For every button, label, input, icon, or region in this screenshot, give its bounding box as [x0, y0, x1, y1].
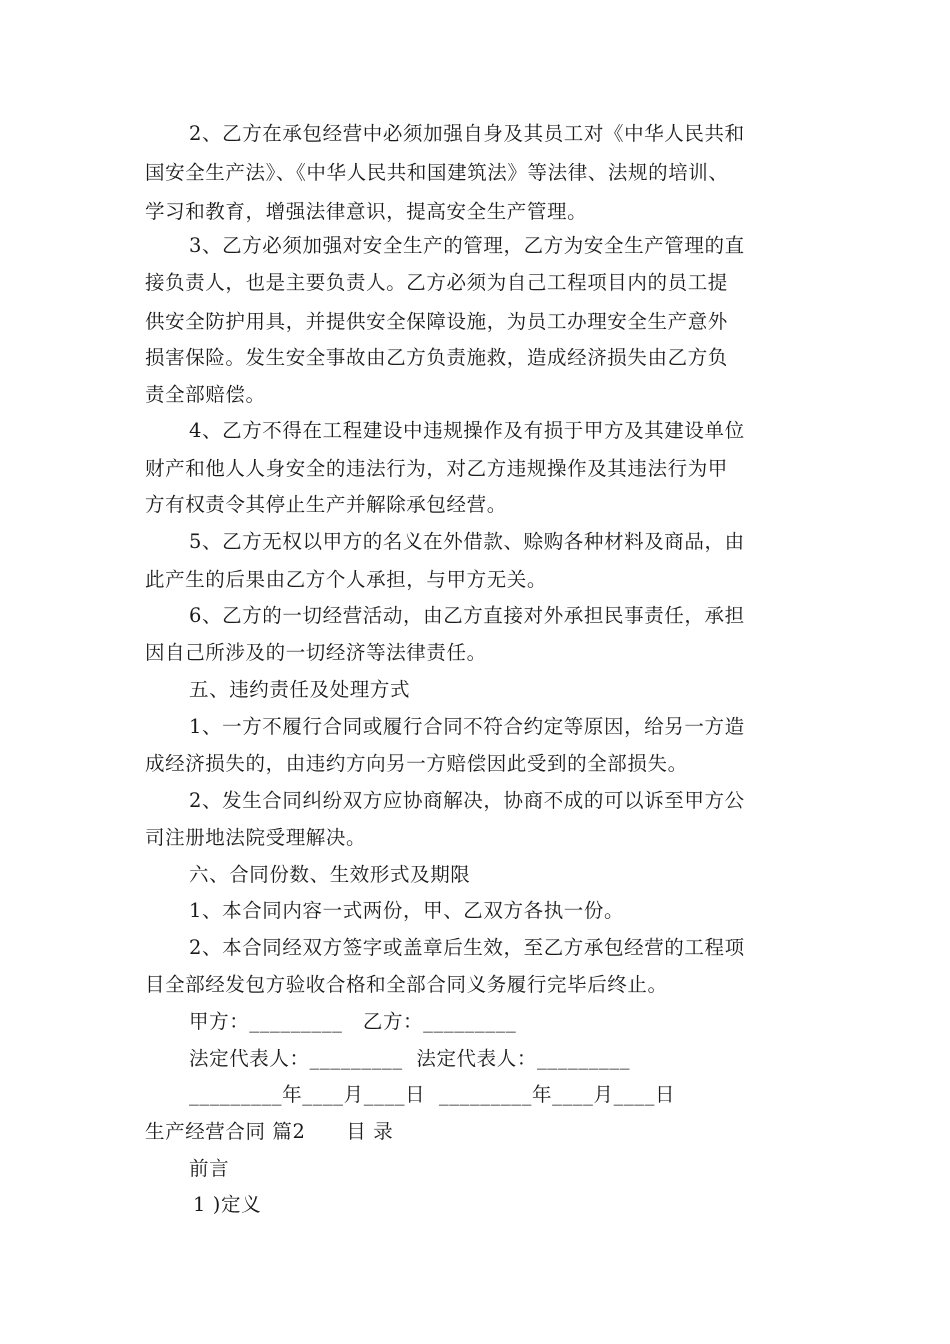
paragraph-line: 4、乙方不得在工程建设中违规操作及有损于甲方及其建设单位	[189, 419, 745, 442]
paragraph-line: 目全部经发包方验收合格和全部合同义务履行完毕后终止。	[145, 973, 668, 996]
paragraph-line: 责全部赔偿。	[145, 383, 266, 406]
paragraph-line: 因自己所涉及的一切经济等法律责任。	[145, 641, 487, 664]
paragraph-line: 方有权责令其停止生产并解除承包经营。	[145, 493, 507, 516]
paragraph-line: 2、本合同经双方签字或盖章后生效，至乙方承包经营的工程项	[189, 936, 745, 959]
section-title: 生产经营合同 篇2 目 录	[145, 1120, 394, 1143]
paragraph-line: 5、乙方无权以甲方的名义在外借款、赊购各种材料及商品，由	[189, 530, 745, 553]
signature-date-line: _________年____月____日 _________年____月____日	[189, 1083, 676, 1106]
paragraph-line: 1、一方不履行合同或履行合同不符合约定等原因，给另一方造	[189, 715, 745, 738]
paragraph-line: 损害保险。发生安全事故由乙方负责施救，造成经济损失由乙方负	[145, 346, 728, 369]
paragraph-line: 学习和教育，增强法律意识，提高安全生产管理。	[145, 200, 588, 223]
paragraph-line: 此产生的后果由乙方个人承担，与甲方无关。	[145, 568, 548, 591]
toc-item: 1 )定义	[193, 1193, 262, 1216]
paragraph-line: 3、乙方必须加强对安全生产的管理，乙方为安全生产管理的直	[189, 234, 745, 257]
paragraph-line: 2、发生合同纠纷双方应协商解决，协商不成的可以诉至甲方公	[189, 789, 745, 812]
paragraph-line: 成经济损失的，由违约方向另一方赔偿因此受到的全部损失。	[145, 752, 688, 775]
paragraph-line: 1、本合同内容一式两份，甲、乙双方各执一份。	[189, 899, 625, 922]
paragraph-line: 国安全生产法》、《中华人民共和国建筑法》等法律、法规的培训、	[145, 161, 729, 184]
section-heading: 六、合同份数、生效形式及期限	[189, 863, 471, 886]
paragraph-line: 接负责人，也是主要负责人。乙方必须为自己工程项目内的员工提	[145, 271, 728, 294]
signature-representative-line: 法定代表人：_________ 法定代表人：_________	[189, 1047, 631, 1070]
paragraph-line: 财产和他人人身安全的违法行为，对乙方违规操作及其违法行为甲	[145, 457, 728, 480]
paragraph-line: 司注册地法院受理解决。	[145, 826, 367, 849]
section-heading: 五、违约责任及处理方式	[189, 678, 411, 701]
paragraph-line: 供安全防护用具，并提供安全保障设施，为员工办理安全生产意外	[145, 310, 728, 333]
signature-party-line: 甲方：_________ 乙方：_________	[189, 1010, 517, 1033]
toc-item: 前言	[189, 1157, 230, 1180]
paragraph-line: 6、乙方的一切经营活动，由乙方直接对外承担民事责任，承担	[189, 604, 745, 627]
paragraph-line: 2、乙方在承包经营中必须加强自身及其员工对《中华人民共和	[189, 122, 745, 145]
